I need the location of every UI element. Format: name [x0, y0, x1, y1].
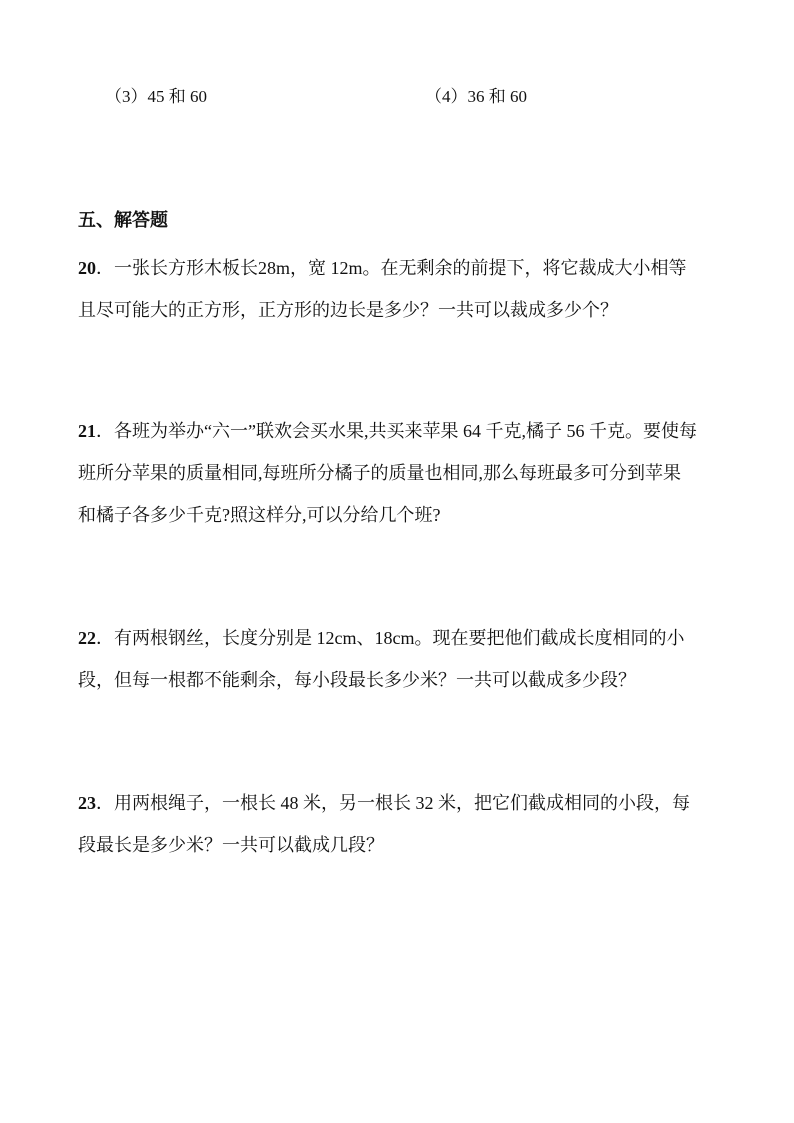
question-22	[78, 617, 718, 701]
question-text: ．各班为举办“六一”联欢会买水果,共买来苹果 64 千克,橘子 56 千克。要使每	[96, 421, 697, 441]
question-line	[78, 617, 718, 659]
question-line	[78, 782, 718, 824]
question-line	[78, 410, 718, 452]
question-20	[78, 247, 718, 331]
question-line	[78, 247, 718, 289]
question-line: 段，但每一根都不能剩余，每小段最长多少米？一共可以截成多少段？	[78, 670, 636, 690]
question-text: ．有两根钢丝，长度分别是 12cm、18cm。现在要把他们截成长度相同的小	[96, 628, 685, 648]
question-line: 且尽可能大的正方形，正方形的边长是多少？一共可以裁成多少个？	[78, 300, 618, 320]
answer-option-3: （3）45 和 60	[105, 87, 207, 106]
question-text: ．用两根绳子，一根长 48 米，另一根长 32 米，把它们截成相同的小段，每	[96, 793, 690, 813]
section-heading: 五、解答题	[78, 210, 168, 231]
question-number: 22	[78, 628, 96, 648]
answer-option-4: （4）36 和 60	[425, 87, 527, 106]
question-number: 20	[78, 258, 96, 278]
question-line: 段最长是多少米？一共可以截成几段？	[78, 835, 384, 855]
question-line: 和橘子各多少千克?照这样分,可以分给几个班?	[78, 505, 441, 525]
question-21	[78, 410, 718, 536]
question-line: 班所分苹果的质量相同,每班所分橘子的质量也相同,那么每班最多可分到苹果	[78, 463, 681, 483]
question-23	[78, 782, 718, 866]
question-number: 21	[78, 421, 96, 441]
question-number: 23	[78, 793, 96, 813]
question-text: ．一张长方形木板长28m，宽 12m。在无剩余的前提下，将它裁成大小相等	[96, 258, 687, 278]
